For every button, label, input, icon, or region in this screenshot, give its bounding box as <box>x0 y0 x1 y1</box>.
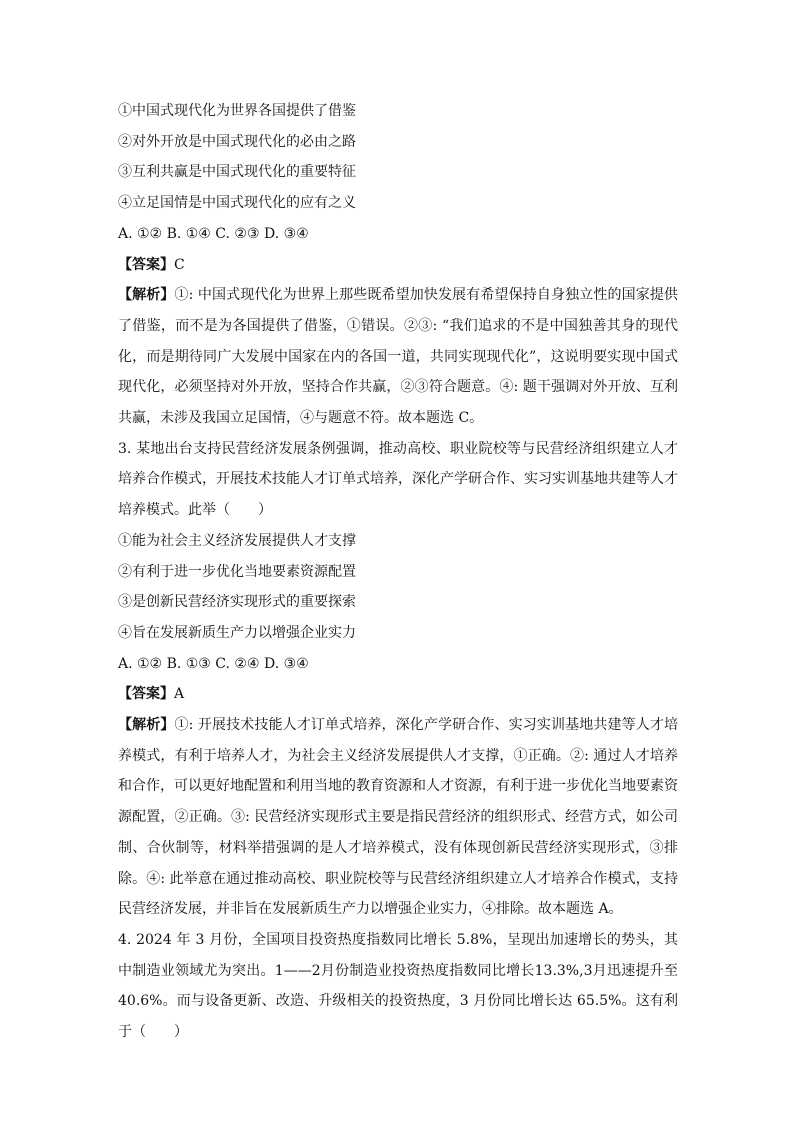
answer-tag: 【答案】 <box>118 686 174 703</box>
q3-choices: A. ①② B. ①③ C. ②④ D. ③④ <box>118 655 309 672</box>
q3-option-1: ①能为社会主义经济发展提供人才支撑 <box>118 532 356 549</box>
answer-tag: 【答案】 <box>118 256 174 273</box>
q2-option-2: ②对外开放是中国式现代化的必由之路 <box>118 133 356 150</box>
q3-stem: 3. 某地出台支持民营经济发展条例强调，推动高校、职业院校等与民营经济组织建立人才培养合作模式，开展技术技能人才订单式培养，深化产学研合作、实习实训基地共建等人才培养模式。此举（ ） <box>118 440 678 519</box>
analysis-tag: 【解析】 <box>118 717 175 734</box>
q3-answer <box>118 679 678 710</box>
answer-value: A <box>174 686 185 703</box>
q3-option-4: ④旨在发展新质生产力以增强企业实力 <box>118 624 356 641</box>
q4-stem: 4. 2024 年 3 月份，全国项目投资热度指数同比增长 5.8%，呈现出加速增长的势头，其中制造业领域尤为突出。1——2月份制造业投资热度指数同比增长13.3%,3月迅速提升至40.6%。而与设备更新、改造、升级相关的投资热度，3 月份同比增长达 65.5%。这有利于（ ） <box>118 931 678 1041</box>
q2-option-4: ④立足国情是中国式现代化的应有之义 <box>118 195 356 212</box>
q2-choices: A. ①② B. ①④ C. ②③ D. ③④ <box>118 225 309 242</box>
analysis-text: ①: 中国式现代化为世界上那些既希望加快发展有希望保持自身独立性的国家提供了借鉴，而不是为各国提供了借鉴，①错误。②③: “我们追求的不是中国独善其身的现代化，而是期待同广大发展中国家在内的各国一道，共同实现现代化”，这说明要实现中国式现代化，必须坚持对外开放，坚持合作共赢，②③符合题意。④: 题干强调对外开放、互利共赢，未涉及我国立足国情，④与题意不符。故本题选 C。 <box>118 287 678 427</box>
q3-analysis <box>118 710 678 925</box>
q2-answer <box>118 250 678 281</box>
q2-analysis <box>118 280 678 434</box>
q3-option-2: ②有利于进一步优化当地要素资源配置 <box>118 563 356 580</box>
document-page <box>118 96 678 1048</box>
q2-option-3: ③互利共赢是中国式现代化的重要特征 <box>118 164 356 181</box>
q3-option-3: ③是创新民营经济实现形式的重要探索 <box>118 594 356 611</box>
analysis-text: ①: 开展技术技能人才订单式培养，深化产学研合作、实习实训基地共建等人才培养模式，有利于培养人才，为社会主义经济发展提供人才支撑，①正确。②: 通过人才培养和合作，可以更好地配置和利用当地的教育资源和人才资源，有利于进一步优化当地要素资源配置，②正确。③: 民营经济实现形式主要是指民营经济的组织形式、经营方式，如公司制、合伙制等，材料举措强调的是人才培养模式，没有体现创新民营经济实现形式，③排除。④: 此举意在通过推动高校、职业院校等与民营经济组织建立人才培养合作模式，支持民营经济发展，并非旨在发展新质生产力以增强企业实力，④排除。故本题选 A。 <box>118 717 678 918</box>
answer-value: C <box>174 256 185 273</box>
q2-option-1: ①中国式现代化为世界各国提供了借鉴 <box>118 103 356 119</box>
analysis-tag: 【解析】 <box>118 287 175 304</box>
